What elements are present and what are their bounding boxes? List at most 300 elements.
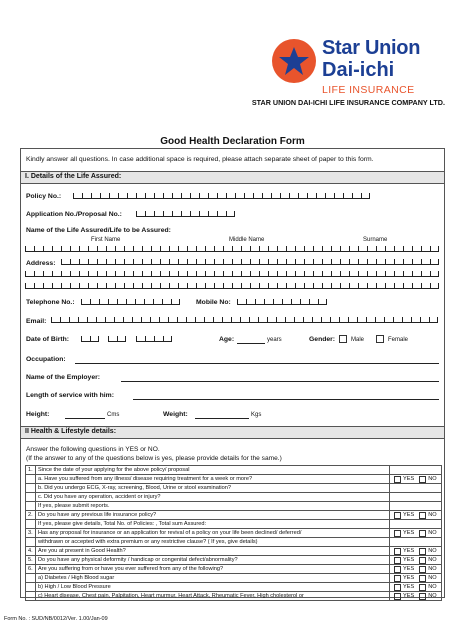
char-box[interactable] [169,259,178,265]
char-box[interactable] [217,193,226,199]
char-box[interactable] [366,317,375,323]
male-checkbox[interactable] [339,335,347,343]
yes-checkbox[interactable] [394,593,401,600]
char-box[interactable] [403,259,412,265]
char-box[interactable] [367,259,376,265]
char-box[interactable] [142,259,151,265]
char-box[interactable] [34,271,43,277]
char-box[interactable] [51,317,60,323]
char-box[interactable] [322,283,331,289]
char-box[interactable] [349,283,358,289]
no-checkbox[interactable] [419,530,426,537]
char-box[interactable] [163,193,172,199]
char-box[interactable] [133,259,142,265]
char-box[interactable] [115,271,124,277]
char-box[interactable] [96,317,105,323]
char-box[interactable] [268,283,277,289]
char-box[interactable] [232,259,241,265]
yes-checkbox[interactable] [394,512,401,519]
char-box[interactable] [358,271,367,277]
char-box[interactable] [291,299,300,305]
char-box[interactable] [304,246,313,252]
occupation-field[interactable] [75,363,439,364]
no-checkbox[interactable] [419,566,426,573]
char-box[interactable] [160,283,169,289]
char-box[interactable] [88,259,97,265]
char-box[interactable] [307,193,316,199]
employer-field[interactable] [121,381,439,382]
char-box[interactable] [385,283,394,289]
char-box[interactable] [376,259,385,265]
char-box[interactable] [109,193,118,199]
char-box[interactable] [411,317,420,323]
char-box[interactable] [277,246,286,252]
char-box[interactable] [172,193,181,199]
address-field-3[interactable] [25,280,439,289]
yes-checkbox[interactable] [394,530,401,537]
char-box[interactable] [316,193,325,199]
char-box[interactable] [271,193,280,199]
email-field[interactable] [51,314,438,323]
char-box[interactable] [133,246,142,252]
char-box[interactable] [268,271,277,277]
char-box[interactable] [394,259,403,265]
char-box[interactable] [277,271,286,277]
char-box[interactable] [168,317,177,323]
char-box[interactable] [163,211,172,217]
char-box[interactable] [214,259,223,265]
char-box[interactable] [145,211,154,217]
char-box[interactable] [82,193,91,199]
char-box[interactable] [100,193,109,199]
char-box[interactable] [334,193,343,199]
char-box[interactable] [160,246,169,252]
char-box[interactable] [318,299,327,305]
char-box[interactable] [241,271,250,277]
char-box[interactable] [90,299,99,305]
height-field[interactable] [65,418,105,419]
char-box[interactable] [162,299,171,305]
char-box[interactable] [343,193,352,199]
char-box[interactable] [430,283,439,289]
char-box[interactable] [108,336,117,342]
char-box[interactable] [60,317,69,323]
no-checkbox[interactable] [419,584,426,591]
char-box[interactable] [259,246,268,252]
age-field[interactable] [237,343,265,344]
char-box[interactable] [97,246,106,252]
char-box[interactable] [196,283,205,289]
char-box[interactable] [331,283,340,289]
char-box[interactable] [402,317,411,323]
char-box[interactable] [273,299,282,305]
char-box[interactable] [171,299,180,305]
char-box[interactable] [136,211,145,217]
char-box[interactable] [412,259,421,265]
char-box[interactable] [154,193,163,199]
char-box[interactable] [115,246,124,252]
char-box[interactable] [145,193,154,199]
char-box[interactable] [349,246,358,252]
name-field[interactable] [25,243,439,252]
char-box[interactable] [141,317,150,323]
char-box[interactable] [394,283,403,289]
char-box[interactable] [154,211,163,217]
no-checkbox[interactable] [419,512,426,519]
char-box[interactable] [154,336,163,342]
char-box[interactable] [237,299,246,305]
char-box[interactable] [309,299,318,305]
char-box[interactable] [187,246,196,252]
char-box[interactable] [412,271,421,277]
mobile-field[interactable] [237,296,327,305]
char-box[interactable] [420,317,429,323]
char-box[interactable] [376,271,385,277]
char-box[interactable] [421,246,430,252]
char-box[interactable] [268,259,277,265]
char-box[interactable] [169,283,178,289]
char-box[interactable] [340,259,349,265]
char-box[interactable] [226,211,235,217]
char-box[interactable] [331,246,340,252]
char-box[interactable] [81,299,90,305]
char-box[interactable] [117,299,126,305]
char-box[interactable] [195,317,204,323]
char-box[interactable] [61,271,70,277]
char-box[interactable] [325,193,334,199]
yes-checkbox[interactable] [394,476,401,483]
char-box[interactable] [186,317,195,323]
char-box[interactable] [289,193,298,199]
char-box[interactable] [295,259,304,265]
telephone-field[interactable] [81,296,180,305]
char-box[interactable] [214,246,223,252]
char-box[interactable] [163,336,172,342]
char-box[interactable] [403,283,412,289]
char-box[interactable] [181,211,190,217]
char-box[interactable] [34,246,43,252]
char-box[interactable] [115,283,124,289]
char-box[interactable] [298,193,307,199]
char-box[interactable] [97,259,106,265]
char-box[interactable] [421,271,430,277]
address-field-2[interactable] [25,268,439,277]
char-box[interactable] [312,317,321,323]
char-box[interactable] [150,317,159,323]
char-box[interactable] [106,283,115,289]
char-box[interactable] [79,259,88,265]
char-box[interactable] [69,317,78,323]
char-box[interactable] [124,271,133,277]
char-box[interactable] [375,317,384,323]
char-box[interactable] [178,246,187,252]
char-box[interactable] [172,211,181,217]
char-box[interactable] [213,317,222,323]
char-box[interactable] [70,246,79,252]
char-box[interactable] [429,317,438,323]
char-box[interactable] [142,246,151,252]
char-box[interactable] [313,271,322,277]
char-box[interactable] [235,193,244,199]
char-box[interactable] [88,271,97,277]
char-box[interactable] [61,259,70,265]
female-checkbox[interactable] [376,335,384,343]
char-box[interactable] [294,317,303,323]
char-box[interactable] [115,259,124,265]
char-box[interactable] [222,317,231,323]
char-box[interactable] [78,317,87,323]
char-box[interactable] [231,317,240,323]
char-box[interactable] [105,317,114,323]
char-box[interactable] [79,271,88,277]
char-box[interactable] [73,193,82,199]
char-box[interactable] [313,246,322,252]
char-box[interactable] [358,259,367,265]
char-box[interactable] [43,283,52,289]
char-box[interactable] [259,271,268,277]
char-box[interactable] [295,246,304,252]
char-box[interactable] [385,259,394,265]
char-box[interactable] [205,246,214,252]
char-box[interactable] [339,317,348,323]
char-box[interactable] [151,283,160,289]
char-box[interactable] [106,246,115,252]
char-box[interactable] [91,193,100,199]
char-box[interactable] [178,259,187,265]
yes-checkbox[interactable] [394,548,401,555]
char-box[interactable] [208,193,217,199]
dob-month-field[interactable] [108,333,126,342]
char-box[interactable] [187,259,196,265]
no-checkbox[interactable] [419,593,426,600]
application-no-field[interactable] [136,208,235,217]
char-box[interactable] [169,246,178,252]
policy-no-field[interactable] [73,190,370,199]
char-box[interactable] [226,193,235,199]
char-box[interactable] [151,271,160,277]
char-box[interactable] [241,283,250,289]
char-box[interactable] [223,246,232,252]
char-box[interactable] [196,259,205,265]
char-box[interactable] [304,283,313,289]
char-box[interactable] [204,317,213,323]
char-box[interactable] [133,283,142,289]
char-box[interactable] [223,271,232,277]
char-box[interactable] [61,246,70,252]
char-box[interactable] [322,246,331,252]
char-box[interactable] [144,299,153,305]
char-box[interactable] [286,283,295,289]
char-box[interactable] [322,259,331,265]
char-box[interactable] [286,246,295,252]
char-box[interactable] [106,259,115,265]
char-box[interactable] [127,193,136,199]
char-box[interactable] [124,259,133,265]
char-box[interactable] [52,283,61,289]
char-box[interactable] [357,317,366,323]
char-box[interactable] [358,283,367,289]
char-box[interactable] [199,211,208,217]
char-box[interactable] [403,246,412,252]
char-box[interactable] [394,246,403,252]
char-box[interactable] [285,317,294,323]
char-box[interactable] [421,259,430,265]
char-box[interactable] [151,246,160,252]
char-box[interactable] [421,283,430,289]
char-box[interactable] [196,246,205,252]
char-box[interactable] [376,246,385,252]
char-box[interactable] [367,271,376,277]
char-box[interactable] [90,336,99,342]
char-box[interactable] [79,283,88,289]
char-box[interactable] [217,211,226,217]
char-box[interactable] [126,299,135,305]
char-box[interactable] [136,193,145,199]
char-box[interactable] [88,246,97,252]
char-box[interactable] [384,317,393,323]
char-box[interactable] [250,246,259,252]
char-box[interactable] [430,271,439,277]
char-box[interactable] [97,271,106,277]
char-box[interactable] [262,193,271,199]
no-checkbox[interactable] [419,548,426,555]
char-box[interactable] [187,271,196,277]
char-box[interactable] [232,246,241,252]
char-box[interactable] [286,259,295,265]
char-box[interactable] [348,317,357,323]
char-box[interactable] [280,193,289,199]
char-box[interactable] [304,259,313,265]
char-box[interactable] [151,259,160,265]
char-box[interactable] [108,299,117,305]
char-box[interactable] [196,271,205,277]
char-box[interactable] [340,271,349,277]
char-box[interactable] [313,283,322,289]
char-box[interactable] [250,271,259,277]
char-box[interactable] [322,271,331,277]
char-box[interactable] [277,283,286,289]
char-box[interactable] [145,336,154,342]
no-checkbox[interactable] [419,557,426,564]
char-box[interactable] [253,193,262,199]
char-box[interactable] [246,299,255,305]
yes-checkbox[interactable] [394,557,401,564]
char-box[interactable] [268,246,277,252]
char-box[interactable] [385,246,394,252]
char-box[interactable] [223,283,232,289]
char-box[interactable] [181,193,190,199]
char-box[interactable] [208,211,217,217]
char-box[interactable] [412,246,421,252]
char-box[interactable] [304,271,313,277]
char-box[interactable] [190,193,199,199]
char-box[interactable] [352,193,361,199]
no-checkbox[interactable] [419,476,426,483]
char-box[interactable] [255,299,264,305]
char-box[interactable] [159,317,168,323]
char-box[interactable] [132,317,141,323]
yes-checkbox[interactable] [394,566,401,573]
char-box[interactable] [79,246,88,252]
char-box[interactable] [258,317,267,323]
char-box[interactable] [25,283,34,289]
char-box[interactable] [241,259,250,265]
char-box[interactable] [117,336,126,342]
char-box[interactable] [52,271,61,277]
char-box[interactable] [403,271,412,277]
char-box[interactable] [277,259,286,265]
char-box[interactable] [330,317,339,323]
char-box[interactable] [331,271,340,277]
char-box[interactable] [430,246,439,252]
char-box[interactable] [349,271,358,277]
char-box[interactable] [303,317,312,323]
char-box[interactable] [358,246,367,252]
char-box[interactable] [250,259,259,265]
char-box[interactable] [361,193,370,199]
char-box[interactable] [133,271,142,277]
char-box[interactable] [250,283,259,289]
char-box[interactable] [367,283,376,289]
char-box[interactable] [232,271,241,277]
char-box[interactable] [199,193,208,199]
char-box[interactable] [25,271,34,277]
char-box[interactable] [88,283,97,289]
char-box[interactable] [300,299,309,305]
char-box[interactable] [118,193,127,199]
char-box[interactable] [412,283,421,289]
char-box[interactable] [124,246,133,252]
char-box[interactable] [177,317,186,323]
char-box[interactable] [267,317,276,323]
char-box[interactable] [25,246,34,252]
char-box[interactable] [136,336,145,342]
dob-year-field[interactable] [136,333,172,342]
char-box[interactable] [70,283,79,289]
char-box[interactable] [205,271,214,277]
char-box[interactable] [205,283,214,289]
char-box[interactable] [214,283,223,289]
char-box[interactable] [34,283,43,289]
char-box[interactable] [259,259,268,265]
char-box[interactable] [99,299,108,305]
char-box[interactable] [114,317,123,323]
char-box[interactable] [124,283,133,289]
char-box[interactable] [282,299,291,305]
char-box[interactable] [313,259,322,265]
char-box[interactable] [385,271,394,277]
char-box[interactable] [178,283,187,289]
char-box[interactable] [295,271,304,277]
service-field[interactable] [133,399,439,400]
char-box[interactable] [87,317,96,323]
weight-field[interactable] [195,418,249,419]
char-box[interactable] [223,259,232,265]
char-box[interactable] [142,283,151,289]
char-box[interactable] [52,246,61,252]
char-box[interactable] [331,259,340,265]
char-box[interactable] [81,336,90,342]
char-box[interactable] [169,271,178,277]
char-box[interactable] [394,271,403,277]
char-box[interactable] [187,283,196,289]
char-box[interactable] [244,193,253,199]
char-box[interactable] [205,259,214,265]
char-box[interactable] [240,317,249,323]
char-box[interactable] [135,299,144,305]
char-box[interactable] [70,271,79,277]
char-box[interactable] [241,246,250,252]
